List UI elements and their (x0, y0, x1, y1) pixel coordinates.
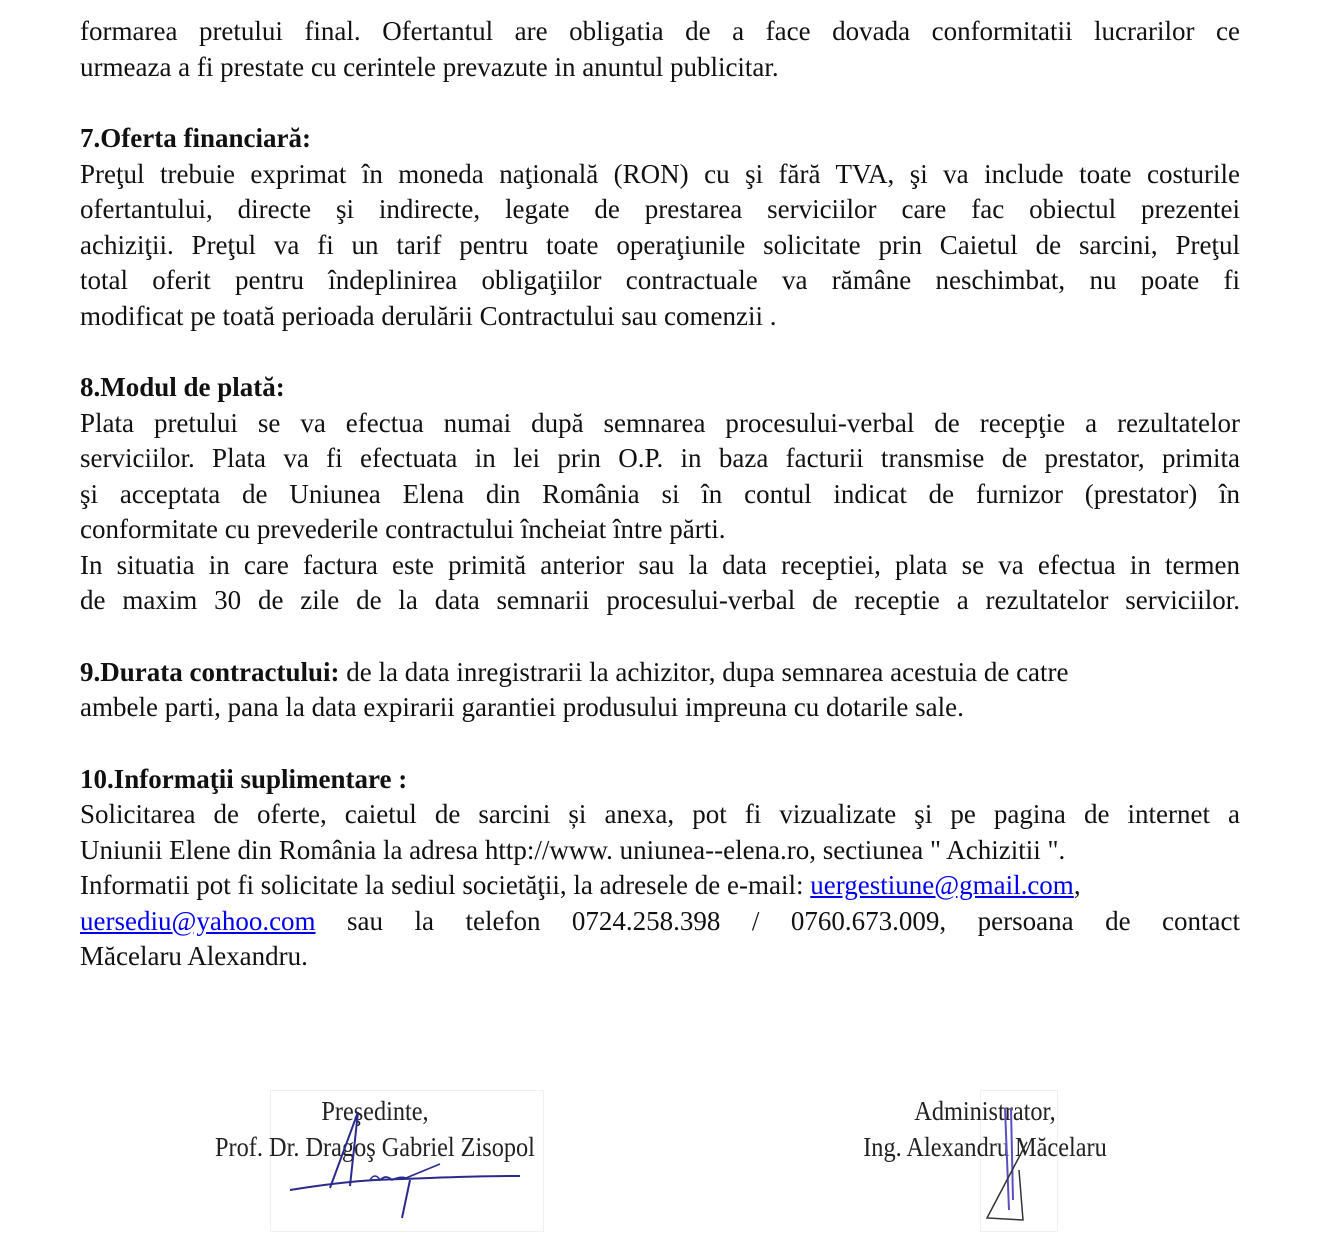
section-9-line-1 (80, 655, 1240, 691)
section-7-line: total oferit pentru îndeplinirea obligaţiilor contractuale va rămâne neschimbat, nu poate fi (80, 265, 1240, 295)
comma: , (1073, 870, 1081, 900)
section-8-line: In situatia in care factura este primită anterior sau la data receptiei, plata se va efectua in termen (80, 549, 1240, 580)
section-10-line-4 (80, 904, 1240, 940)
administrator-role: Administrator, (914, 1096, 1056, 1126)
section-8-line: serviciilor. Plata va fi efectuata in lei prin O.P. in baza facturii transmise de prestator, primita (80, 443, 1240, 473)
section-8-line: conformitate cu prevederile contractului încheiat între părti. (80, 514, 726, 544)
section-8-line: Plata pretului se va efectua numai după semnarea procesului-verbal de recepţie a rezultatelor (80, 407, 1240, 438)
administrator-name: Ing. Alexandru Măcelaru (863, 1132, 1107, 1162)
section-7-line: Preţul trebuie exprimat în moneda naţională (RON) cu şi fără TVA, şi va include toate costurile (80, 158, 1240, 189)
section-10-line-1: Solicitarea de oferte, caietul de sarcini și anexa, pot fi vizualizate şi pe pagina de internet a (80, 799, 1240, 829)
section-7-line: achiziţii. Preţul va fi un tarif pentru toate operaţiunile solicitate prin Caietul de sarcini, Preţul (80, 229, 1240, 260)
section-10-text: sau la telefon 0724.258.398 / 0760.673.009, persoana de contact (315, 905, 1240, 936)
email-link-gmail[interactable]: uergestiune@gmail.com (810, 870, 1074, 900)
document-page (80, 14, 1240, 975)
section-10-heading: 10.Informaţii suplimentare : (80, 763, 408, 794)
section-8-line: de maxim 30 de zile de la data semnarii procesului-verbal de receptie a rezultatelor serviciilor. (80, 585, 1240, 615)
president-role: Preşedinte, (321, 1096, 429, 1126)
handwritten-signature-icon (975, 1100, 1045, 1230)
section-10-text: Informatii pot fi solicitate la sediul societăţii, la adresele de e-mail: (80, 870, 811, 900)
president-name: Prof. Dr. Dragoş Gabriel Zisopol (215, 1132, 535, 1162)
section-10-line-3 (80, 868, 1240, 904)
section-7-heading: 7.Oferta financiară: (80, 123, 311, 153)
email-link-yahoo[interactable]: uersediu@yahoo.com (80, 905, 316, 936)
section-10-line-2: Uniunii Elene din România la adresa http://www. uniunea--elena.ro, sectiunea " Achizitii ". (80, 834, 1066, 865)
section-10-line-5: Măcelaru Alexandru. (80, 941, 308, 971)
section-9-line-2: ambele parti, pana la data expirarii garantiei produsului impreuna cu dotarile sale. (80, 692, 964, 722)
intro-line-1: formarea pretului final. Ofertantul are obligatia de a face dovada conformitatii lucrarilor ce (80, 16, 1240, 46)
handwritten-signature-icon (280, 1100, 540, 1230)
intro-line-2: urmeaza a fi prestate cu cerintele prevazute in anuntul publicitar. (80, 51, 779, 82)
section-7-line: modificat pe toată perioada derulării Contractului sau comenzii . (80, 300, 777, 331)
section-9-heading: 9.Durata contractului: (80, 656, 340, 687)
section-9-text: de la data inregistrarii la achizitor, dupa semnarea acestuia de catre (339, 656, 1069, 687)
section-8-line: şi acceptata de Uniunea Elena din România si în contul indicat de furnizor (prestator) în (80, 478, 1240, 509)
section-7-line: ofertantului, directe şi indirecte, legate de prestarea serviciilor care fac obiectul prezentei (80, 194, 1240, 224)
section-8-heading: 8.Modul de plată: (80, 372, 285, 402)
